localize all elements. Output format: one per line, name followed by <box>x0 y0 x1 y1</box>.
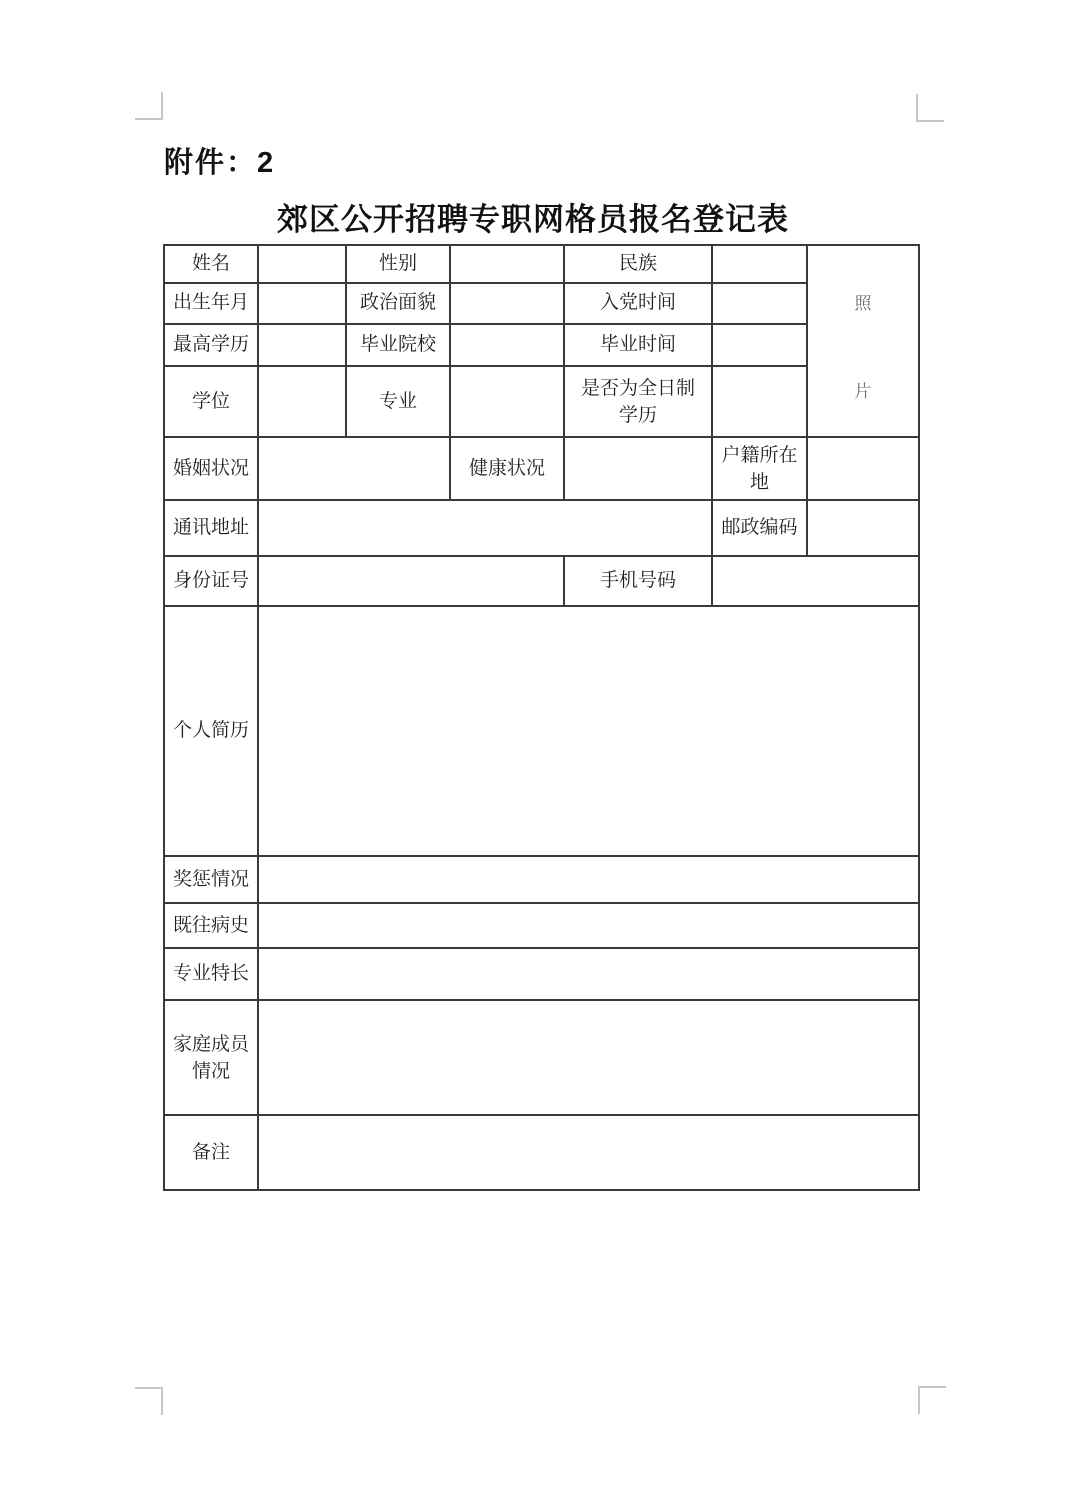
attachment-label: 附件：2 <box>164 147 276 179</box>
family-members-value-cell[interactable] <box>258 1000 919 1115</box>
id-number-label: 身份证号 <box>164 556 258 606</box>
highest-education-value-cell[interactable] <box>258 324 346 366</box>
photo-label: 照片 <box>854 294 872 401</box>
family-members-label <box>164 1000 258 1115</box>
table-row <box>164 1000 919 1115</box>
photo-cell[interactable] <box>807 245 919 437</box>
graduation-time-label: 毕业时间 <box>564 324 712 366</box>
health-status-value-cell[interactable] <box>564 437 712 500</box>
graduation-time-value-cell[interactable] <box>712 324 807 366</box>
id-number-value-cell[interactable] <box>258 556 564 606</box>
table-row <box>164 437 919 500</box>
graduate-school-value-cell[interactable] <box>450 324 564 366</box>
name-label: 姓名 <box>164 245 258 283</box>
mobile-number-value-cell[interactable] <box>712 556 919 606</box>
marital-status-value-cell[interactable] <box>258 437 450 500</box>
table-row <box>164 556 919 606</box>
table-row <box>164 948 919 1000</box>
rewards-punishments-label: 奖惩情况 <box>164 856 258 903</box>
party-join-time-label: 入党时间 <box>564 283 712 324</box>
major-label: 专业 <box>346 366 450 437</box>
full-time-education-value-cell[interactable] <box>712 366 807 437</box>
degree-value-cell[interactable] <box>258 366 346 437</box>
crop-mark-bottom-left <box>135 1387 163 1415</box>
medical-history-value-cell[interactable] <box>258 903 919 948</box>
political-status-value-cell[interactable] <box>450 283 564 324</box>
family-members-label-text: 家庭成员情况 <box>172 1033 249 1082</box>
table-row <box>164 903 919 948</box>
table-row <box>164 324 919 366</box>
birth-date-value-cell[interactable] <box>258 283 346 324</box>
professional-specialty-value-cell[interactable] <box>258 948 919 1000</box>
table-row <box>164 1115 919 1190</box>
full-time-education-label-text: 是否为全日制学历 <box>580 377 695 426</box>
personal-resume-label: 个人简历 <box>164 606 258 856</box>
crop-mark-top-left <box>135 92 163 120</box>
table-row <box>164 500 919 556</box>
political-status-label: 政治面貌 <box>346 283 450 324</box>
registration-form-table <box>163 244 920 1191</box>
graduate-school-label: 毕业院校 <box>346 324 450 366</box>
health-status-label: 健康状况 <box>450 437 564 500</box>
page-title: 郊区公开招聘专职网格员报名登记表 <box>277 202 789 237</box>
professional-specialty-label: 专业特长 <box>164 948 258 1000</box>
personal-resume-value-cell[interactable] <box>258 606 919 856</box>
household-location-label <box>712 437 807 500</box>
highest-education-label: 最高学历 <box>164 324 258 366</box>
mailing-address-label: 通讯地址 <box>164 500 258 556</box>
table-row <box>164 245 919 283</box>
name-value-cell[interactable] <box>258 245 346 283</box>
mobile-number-label: 手机号码 <box>564 556 712 606</box>
medical-history-label: 既往病史 <box>164 903 258 948</box>
ethnicity-value-cell[interactable] <box>712 245 807 283</box>
rewards-punishments-value-cell[interactable] <box>258 856 919 903</box>
household-location-label-text: 户籍所在地 <box>721 444 798 493</box>
birth-date-label: 出生年月 <box>164 283 258 324</box>
crop-mark-top-right <box>916 94 944 122</box>
major-value-cell[interactable] <box>450 366 564 437</box>
postal-code-value-cell[interactable] <box>807 500 919 556</box>
gender-label: 性别 <box>346 245 450 283</box>
table-row <box>164 606 919 856</box>
degree-label: 学位 <box>164 366 258 437</box>
crop-mark-bottom-right <box>918 1386 946 1414</box>
remarks-label: 备注 <box>164 1115 258 1190</box>
marital-status-label: 婚姻状况 <box>164 437 258 500</box>
table-row <box>164 856 919 903</box>
party-join-time-value-cell[interactable] <box>712 283 807 324</box>
table-row <box>164 366 919 437</box>
gender-value-cell[interactable] <box>450 245 564 283</box>
household-location-value-cell[interactable] <box>807 437 919 500</box>
full-time-education-label <box>564 366 712 437</box>
postal-code-label: 邮政编码 <box>712 500 807 556</box>
table-row <box>164 283 919 324</box>
ethnicity-label: 民族 <box>564 245 712 283</box>
mailing-address-value-cell[interactable] <box>258 500 712 556</box>
remarks-value-cell[interactable] <box>258 1115 919 1190</box>
